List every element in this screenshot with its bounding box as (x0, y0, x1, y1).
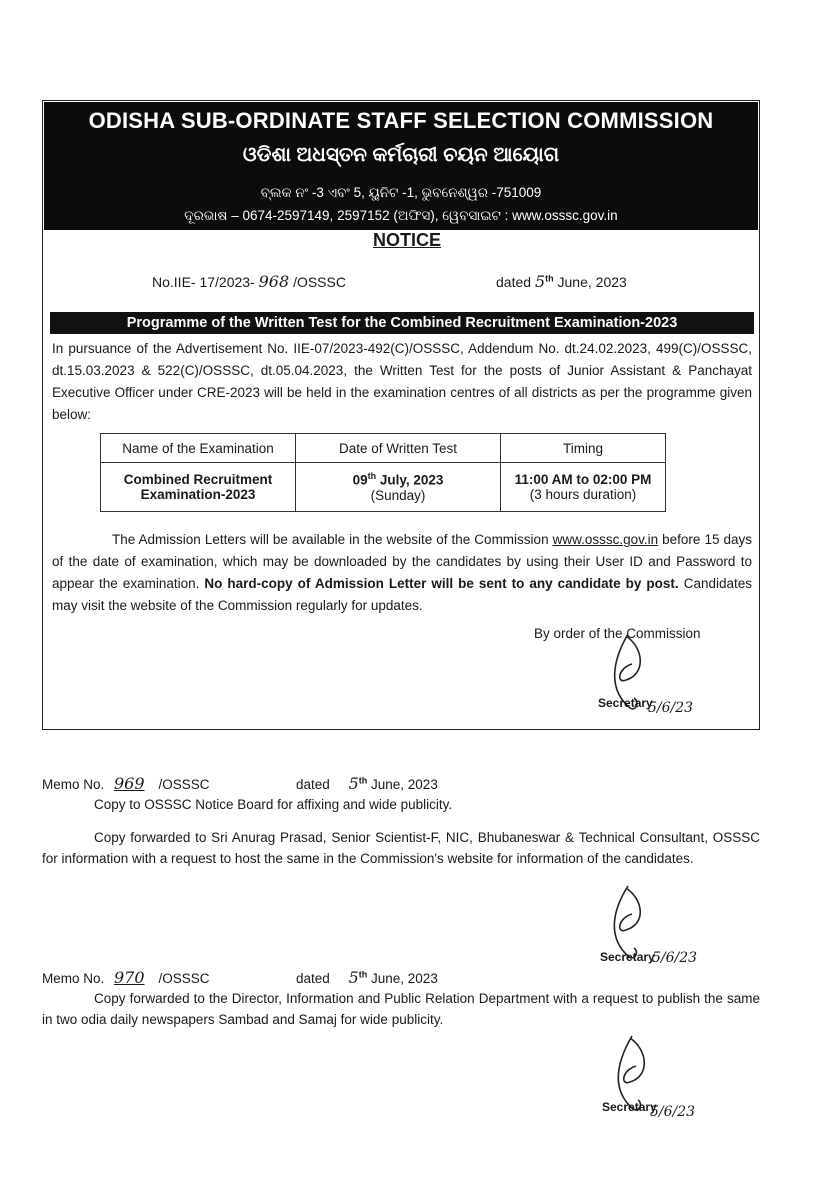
table-header-cell: Timing (501, 434, 666, 463)
letterhead (44, 102, 758, 230)
commission-contact: ଦୂରଭାଷ – 0674-2597149, 2597152 (ଅଫିସ), ୱେବସାଇଟ : www.osssc.gov.in (184, 208, 618, 223)
by-order-text: By order of the Commission (534, 626, 701, 641)
signature-date: 5/6/23 (652, 950, 698, 966)
table-cell-exam: Combined Recruitment Examination-2023 (101, 463, 296, 512)
table-cell-date: 09th July, 2023 (Sunday) (296, 463, 501, 512)
memo-1-line: Memo No. 969 /OSSSC dated 5th June, 2023 (42, 774, 438, 793)
notice-date: dated 5th June, 2023 (496, 272, 627, 291)
secretary-label: Secretary (598, 696, 653, 710)
table-row (101, 463, 666, 512)
secretary-label: Secretary (600, 950, 655, 964)
signature-date: 5/6/23 (650, 1104, 696, 1120)
commission-title: ODISHA SUB-ORDINATE STAFF SELECTION COMMISSION (88, 108, 714, 133)
commission-title-odia: ଓଡିଶା ଅଧସ୍ତନ କର୍ମଚାରୀ ଚୟନ ଆୟୋଗ (242, 144, 560, 166)
table-cell-timing: 11:00 AM to 02:00 PM (3 hours duration) (501, 463, 666, 512)
table-header-row (101, 434, 666, 463)
memo-1-copy-a: Copy to OSSSC Notice Board for affixing and wide publicity. (94, 797, 453, 812)
memo-2-line: Memo No. 970 /OSSSC dated 5th June, 2023 (42, 968, 438, 987)
table-header-cell: Date of Written Test (296, 434, 501, 463)
handwritten-number: 968 (258, 272, 290, 291)
notice-heading: NOTICE (372, 230, 441, 250)
memo-2-copy: Copy forwarded to the Director, Information and Public Relation Department with a request to publish the same in two odia daily newspapers Sambad and Samaj for wide publicity. (42, 991, 760, 1027)
signature-date: 5/6/23 (648, 700, 694, 716)
secretary-label: Secretary (602, 1100, 657, 1114)
website-link[interactable]: www.osssc.gov.in (552, 532, 659, 547)
table-header-cell: Name of the Examination (101, 434, 296, 463)
notice-subject: Programme of the Written Test for the Combined Recruitment Examination-2023 (50, 312, 754, 334)
handwritten-number: 970 (114, 968, 145, 987)
notice-paragraph-2: The Admission Letters will be available in the website of the Commission www.osssc.gov.in before 15 days of the date of examination, which may be downloaded by the candidates by using their User ID and Password to appear the examination. No hard-copy of Admission Letter will be sent to any candidate by post. Candidates may visit the website of the Commission regularly for updates. (52, 532, 752, 613)
notice-reference-number: No.IIE- 17/2023- 968 /OSSSC (152, 272, 346, 291)
memo-1-copy-b: Copy forwarded to Sri Anurag Prasad, Senior Scientist-F, NIC, Bhubaneswar & Technical Consultant, OSSSC for information with a request to host the same in the Commission's website for information of the candidates. (42, 830, 760, 866)
exam-programme-table (100, 433, 666, 512)
commission-address: ବ୍ଲକ ନଂ -3 ଏବଂ 5, ୟୁନିଟ -1, ଭୁବନେଶ୍ୱର -751009 (260, 185, 542, 200)
handwritten-number: 969 (114, 774, 145, 793)
notice-paragraph-1: In pursuance of the Advertisement No. IIE-07/2023-492(C)/OSSSC, Addendum No. dt.24.02.2023, 499(C)/OSSSC, dt.15.03.2023 & 522(C)/OSSSC, dt.05.04.2023, the Written Test for the posts of Junior Assistant & Panchayat Executive Officer under CRE-2023 will be held in the examination centres of all districts as per the programme given below: (52, 341, 752, 422)
